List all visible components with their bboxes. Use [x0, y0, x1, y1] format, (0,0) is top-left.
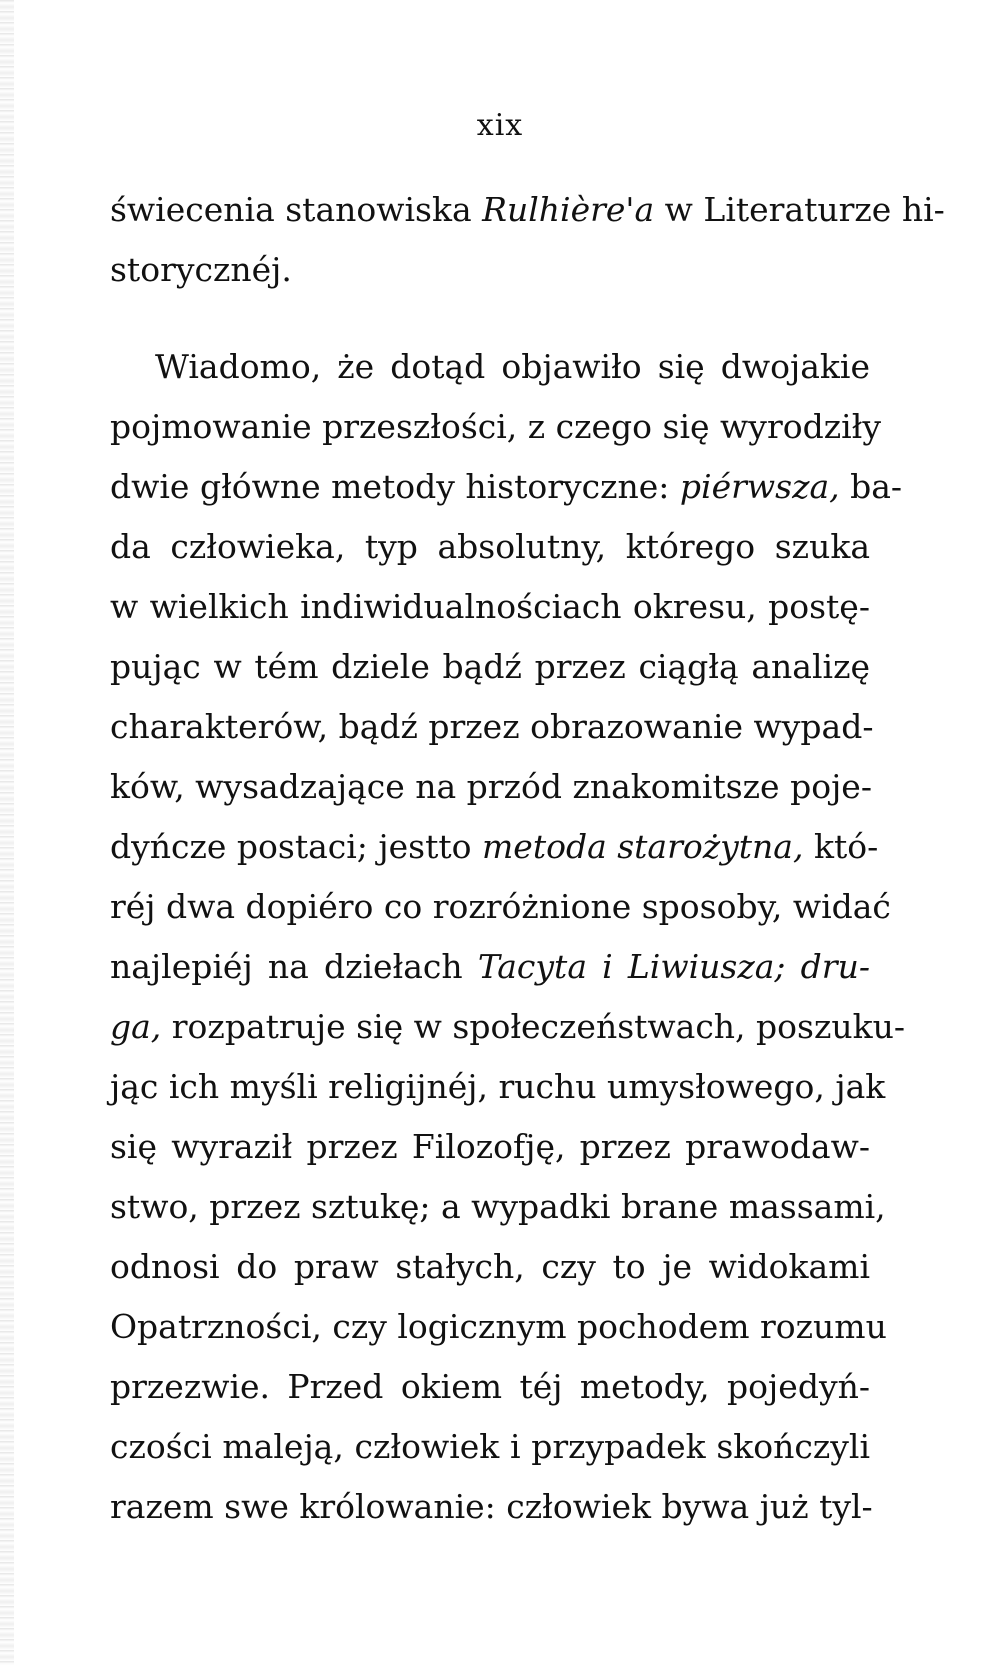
text-line	[110, 457, 903, 517]
text-segment: Wiadomo, że dotąd objawiło się dwojakie	[155, 347, 870, 386]
text-segment: ków, wysadzające na przód znakomitsze poje-	[110, 767, 872, 806]
text-segment: jąc ich myśli religijnéj, ruchu umysłowego, jak	[110, 1067, 886, 1106]
italic-text-segment: ga,	[110, 1007, 162, 1046]
text-line	[110, 1117, 870, 1177]
text-segment: czości maleją, człowiek i przypadek skończyli	[110, 1427, 870, 1466]
text-line	[110, 1297, 887, 1357]
text-segment: odnosi do praw stałych, czy to je widokami	[110, 1247, 870, 1286]
text-line	[110, 180, 945, 240]
text-line	[110, 240, 870, 300]
text-line	[110, 1237, 870, 1297]
text-line	[110, 397, 881, 457]
text-segment: charakterów, bądź przez obrazowanie wypad-	[110, 707, 874, 746]
text-segment: rozpatruje się w społeczeństwach, poszuku-	[161, 1007, 906, 1046]
text-line	[110, 877, 891, 937]
text-segment: storycznéj.	[110, 250, 292, 289]
text-segment: się wyraził przez Filozofję, przez prawodaw-	[110, 1127, 870, 1166]
text-line	[110, 697, 874, 757]
text-line	[110, 817, 879, 877]
text-segment: w Literaturze hi-	[654, 190, 945, 229]
text-line	[110, 637, 870, 697]
text-segment: pując w tém dziele bądź przez ciągłą analizę	[110, 647, 870, 686]
italic-text-segment: Rulhière'a	[482, 190, 655, 229]
text-line	[110, 997, 906, 1057]
text-segment: Opatrzności, czy logicznym pochodem rozumu	[110, 1307, 887, 1346]
text-line	[110, 937, 870, 997]
text-line	[110, 1057, 886, 1117]
text-segment: dyńcze postaci; jestto	[110, 827, 482, 866]
text-segment: najlepiéj na dziełach	[110, 947, 478, 986]
text-line	[110, 1357, 870, 1417]
text-segment: któ-	[803, 827, 879, 866]
text-line	[110, 517, 870, 577]
text-segment: świecenia stanowiska	[110, 190, 483, 229]
text-line	[110, 577, 870, 637]
text-line	[110, 1477, 873, 1537]
text-line	[110, 1177, 886, 1237]
text-line	[110, 337, 870, 397]
text-segment: da człowieka, typ absolutny, którego szuka	[110, 527, 870, 566]
text-segment: razem swe królowanie: człowiek bywa już tyl-	[110, 1487, 873, 1526]
text-line	[110, 757, 870, 817]
page-number: xix	[476, 108, 524, 143]
italic-text-segment: piérwsza,	[679, 467, 840, 506]
text-segment: réj dwa dopiéro co rozróżnione sposoby, widać	[110, 887, 891, 926]
text-segment: w wielkich indiwidualnościach okresu, postę-	[110, 587, 870, 626]
text-segment: dwie główne metody historyczne:	[110, 467, 680, 506]
body-text	[110, 180, 945, 1537]
italic-text-segment: Tacyta i Liwiusza; dru-	[477, 947, 870, 986]
text-segment: pojmowanie przeszłości, z czego się wyrodziły	[110, 407, 881, 446]
text-line	[110, 1417, 870, 1477]
italic-text-segment: metoda starożytna,	[482, 827, 804, 866]
text-segment: ba-	[839, 467, 903, 506]
text-segment: przezwie. Przed okiem téj metody, pojedyń-	[110, 1367, 870, 1406]
text-segment: stwo, przez sztukę; a wypadki brane massami,	[110, 1187, 886, 1226]
page-edge-shadow	[0, 0, 14, 1665]
